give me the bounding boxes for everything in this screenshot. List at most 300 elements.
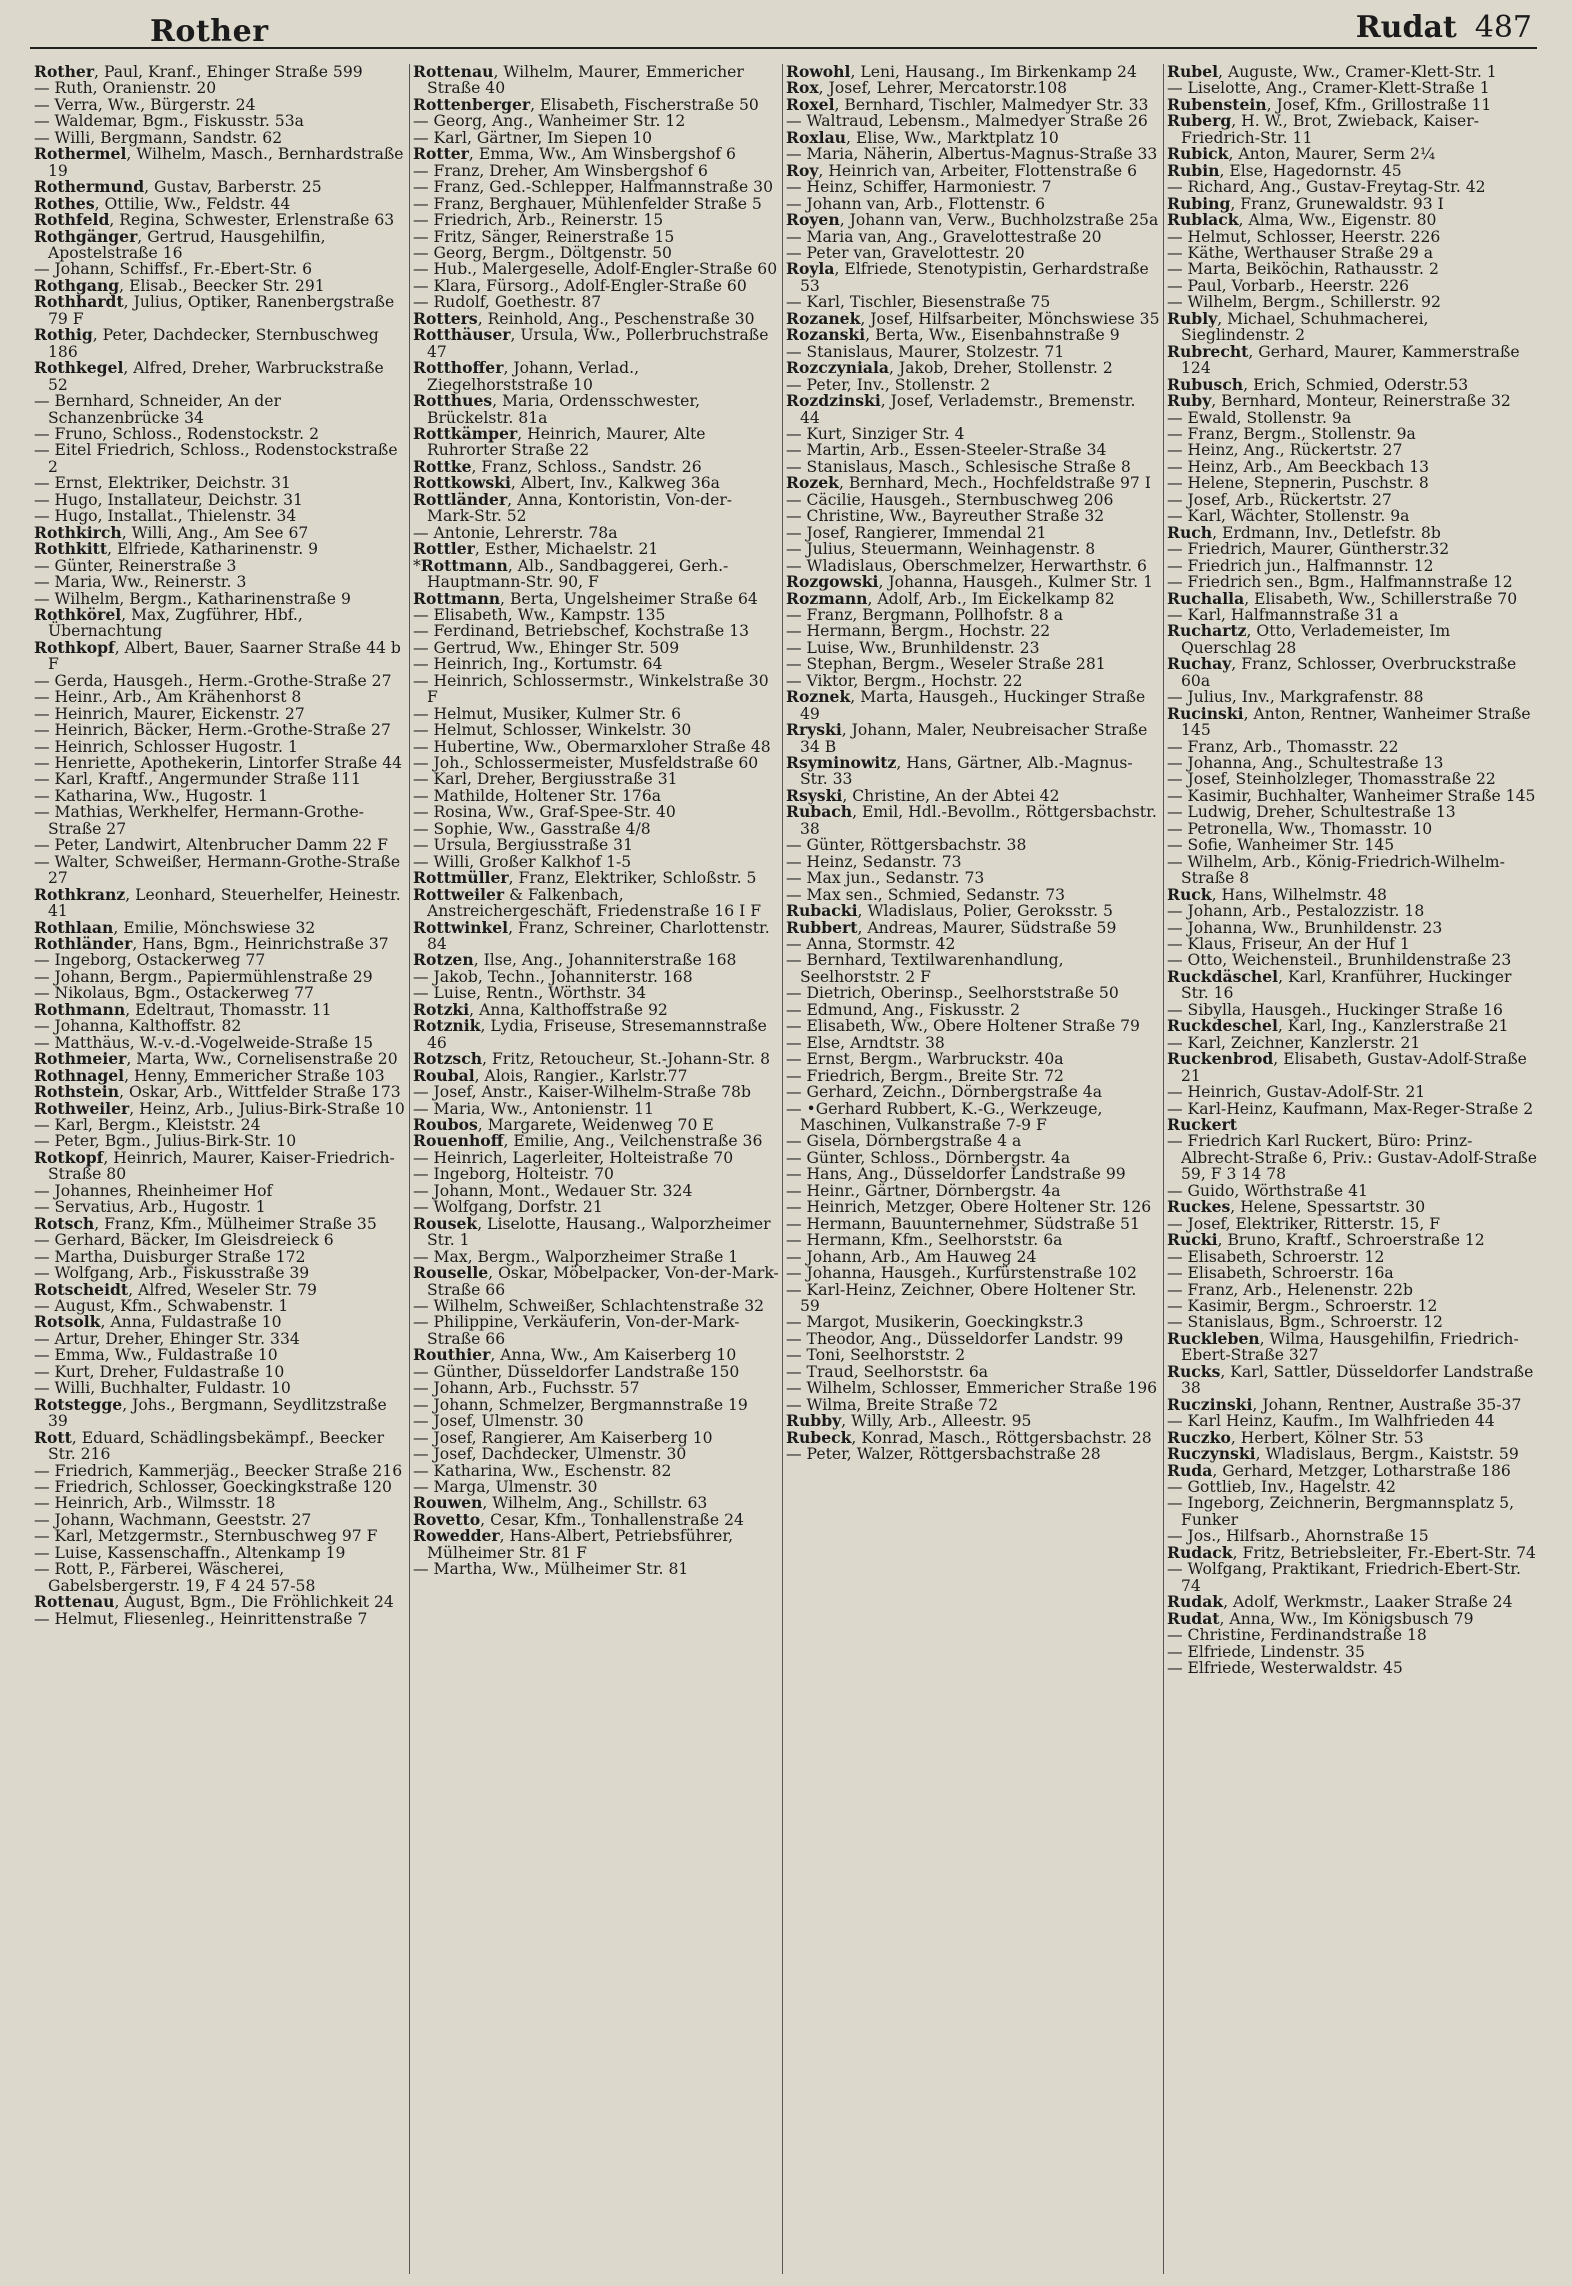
directory-entry: Rozanek, Josef, Hilfsarbeiter, Mönchswiese 35 <box>786 308 1160 328</box>
directory-entry: — Heinr., Gärtner, Dörnbergstr. 4a <box>786 1181 1061 1200</box>
entry-surname: Rott <box>34 1427 72 1447</box>
directory-entry: Rotkopf, Heinrich, Maurer, Kaiser-Friedrich-Straße 80 <box>34 1147 395 1184</box>
directory-entry: Ruck, Hans, Wilhelmstr. 48 <box>1167 884 1387 904</box>
directory-entry: Rubach, Emil, Hdl.-Bevollm., Röttgersbachstr. 38 <box>786 802 1157 838</box>
directory-entry: — Rosina, Ww., Graf-Spee-Str. 40 <box>413 803 676 822</box>
entry-surname: Ruck <box>1167 884 1212 904</box>
directory-entry: — Josef, Dachdecker, Ulmenstr. 30 <box>413 1445 687 1464</box>
entry-surname: Rubby <box>786 1411 842 1431</box>
directory-entry: — Fritz, Sänger, Reinerstraße 15 <box>413 227 675 246</box>
directory-entry: Rublack, Alma, Ww., Eigenstr. 80 <box>1167 210 1437 230</box>
directory-entry: Rottenau, August, Bgm., Die Fröhlichkeit 24 <box>34 1592 394 1612</box>
entry-surname: Rublack <box>1167 210 1239 230</box>
directory-entry: Rubeck, Konrad, Masch., Röttgersbachstr. 28 <box>786 1427 1152 1447</box>
directory-entry: Ruda, Gerhard, Metzger, Lotharstraße 186 <box>1167 1460 1511 1480</box>
directory-entry: — Helmut, Musiker, Kulmer Str. 6 <box>413 704 681 723</box>
entry-surname: Royla <box>786 259 835 279</box>
entry-surname: Ruchartz <box>1167 621 1247 641</box>
directory-entry: Ruczko, Herbert, Kölner Str. 53 <box>1167 1427 1424 1447</box>
directory-entry: — Willi, Buchhalter, Fuldastr. 10 <box>34 1379 291 1398</box>
entry-surname: Rothnagel <box>34 1065 125 1085</box>
directory-entry: — Karl, Wächter, Stollenstr. 9a <box>1167 507 1410 526</box>
directory-entry: — Wilhelm, Schlosser, Emmericher Straße 196 <box>786 1379 1158 1398</box>
directory-entry: — Friedrich, Maurer, Güntherstr.32 <box>1167 540 1450 559</box>
directory-entry: Rotzsch, Fritz, Retoucheur, St.-Johann-Str. 8 <box>413 1049 771 1069</box>
entry-surname: Rothstein <box>34 1082 120 1102</box>
entry-surname: Rozanski <box>786 325 866 345</box>
directory-entry: Rothlaan, Emilie, Mönchswiese 32 <box>34 917 316 937</box>
directory-entry: — Ruth, Oranienstr. 20 <box>34 79 217 98</box>
directory-entry: — Maria, Ww., Antonienstr. 11 <box>413 1099 654 1118</box>
directory-entry: Rottmann, Berta, Ungelsheimer Straße 64 <box>413 588 758 608</box>
directory-entry: — Rudolf, Goethestr. 87 <box>413 293 602 312</box>
directory-entry: Rother, Paul, Kranf., Ehinger Straße 599 <box>34 64 363 81</box>
directory-entry: Rott, Eduard, Schädlingsbekämpf., Beecker Str. 216 <box>34 1427 385 1464</box>
directory-entry: Rozdzinski, Josef, Verlademstr., Bremenstr. 44 <box>786 391 1136 427</box>
directory-entry: — Wilhelm, Arb., König-Friedrich-Wilhelm-Straße 8 <box>1167 852 1505 888</box>
entry-surname: Rovetto <box>413 1509 481 1529</box>
directory-entry: — Anna, Stormstr. 42 <box>786 935 956 954</box>
directory-entry: — Heinrich, Maurer, Eickenstr. 27 <box>34 704 305 723</box>
entry-surname: Ruberg <box>1167 111 1232 131</box>
entry-surname: Rudack <box>1167 1542 1233 1562</box>
directory-entry: Ruczinski, Johann, Rentner, Austraße 35-37 <box>1167 1394 1522 1414</box>
directory-entry: — Max, Bergm., Walporzheimer Straße 1 <box>413 1247 739 1266</box>
directory-entry: — Peter, Inv., Stollenstr. 2 <box>786 375 991 394</box>
directory-entry: — Stanislaus, Bgm., Schroerstr. 12 <box>1167 1313 1443 1332</box>
directory-entry: — Gerda, Hausgeh., Herm.-Grothe-Straße 27 <box>34 671 392 690</box>
directory-entry: Roy, Heinrich van, Arbeiter, Flottenstraße 6 <box>786 160 1138 180</box>
directory-entry: Rotters, Reinhold, Ang., Peschenstraße 30 <box>413 308 755 328</box>
directory-entry: — Richard, Ang., Gustav-Freytag-Str. 42 <box>1167 178 1486 197</box>
entry-surname: Rothkörel <box>34 604 122 624</box>
directory-entry: Rozczyniala, Jakob, Dreher, Stollenstr. 2 <box>786 358 1113 378</box>
directory-entry: — Wilma, Breite Straße 72 <box>786 1395 999 1414</box>
directory-entry: — Toni, Seelhorststr. 2 <box>786 1346 966 1365</box>
entry-surname: Rubenstein <box>1167 94 1267 114</box>
directory-entry: Rothermund, Gustav, Barberstr. 25 <box>34 177 322 197</box>
directory-entry: Rothfeld, Regina, Schwester, Erlenstraße 63 <box>34 210 395 230</box>
directory-entry: — Karl, Halfmannstraße 31 a <box>1167 605 1399 624</box>
directory-entry: — Nikolaus, Bgm., Ostackerweg 77 <box>34 984 314 1003</box>
entry-surname: Rottweiler <box>413 884 505 904</box>
entry-surname: Rothkegel <box>34 358 124 378</box>
entry-surname: Ruczinski <box>1167 1394 1253 1414</box>
directory-entry: — Theodor, Ang., Düsseldorfer Landstr. 99 <box>786 1329 1124 1348</box>
column-4 <box>1167 64 1540 2274</box>
directory-entry: — Heinrich, Metzger, Obere Holtener Str. 126 <box>786 1198 1152 1217</box>
directory-entry: — Karl, Gärtner, Im Siepen 10 <box>413 128 653 147</box>
directory-entry: Rottler, Esther, Michaelstr. 21 <box>413 539 659 559</box>
entry-surname: Routhier <box>413 1345 491 1365</box>
entry-surname: Rouselle <box>413 1263 489 1283</box>
directory-entry: — Wladislaus, Oberschmelzer, Herwarthstr. 6 <box>786 556 1147 575</box>
entry-surname: Ruby <box>1167 391 1212 411</box>
directory-entry: — Hans, Ang., Düsseldorfer Landstraße 99 <box>786 1165 1126 1184</box>
directory-entry: — Kurt, Dreher, Fuldastraße 10 <box>34 1362 285 1381</box>
directory-entry: — Hugo, Installateur, Deichstr. 31 <box>34 490 303 509</box>
directory-entry: Rozek, Bernhard, Mech., Hochfeldstraße 97 I <box>786 473 1151 493</box>
directory-entry: Ruckdeschel, Karl, Ing., Kanzlerstraße 21 <box>1167 1016 1509 1036</box>
directory-entry: — Karl, Tischler, Biesenstraße 75 <box>786 293 1051 312</box>
directory-entry: — Matthäus, W.-v.-d.-Vogelweide-Straße 15 <box>34 1033 374 1052</box>
entry-surname: Rothermel <box>34 144 127 164</box>
directory-entry: — Karl, Kraftf., Angermunder Straße 111 <box>34 770 361 789</box>
directory-entry: — Klaus, Friseur, An der Huf 1 <box>1167 935 1410 954</box>
directory-entry: — Josef, Ulmenstr. 30 <box>413 1412 584 1431</box>
directory-entry: — Ludwig, Dreher, Schultestraße 13 <box>1167 803 1456 822</box>
entry-surname: Ruckert <box>1167 1115 1237 1134</box>
directory-entry: — Franz, Arb., Helenenstr. 22b <box>1167 1280 1413 1299</box>
directory-entry: — Ernst, Elektriker, Deichstr. 31 <box>34 474 291 493</box>
entry-surname: Rottmüller <box>413 868 509 888</box>
directory-entry: — Johann, Wachmann, Geeststr. 27 <box>34 1510 312 1529</box>
entry-surname: Rothgänger <box>34 226 138 246</box>
entry-surname: Rucki <box>1167 1230 1218 1250</box>
directory-entry: — Franz, Dreher, Am Winsbergshof 6 <box>413 161 708 180</box>
directory-entry: Ruch, Erdmann, Inv., Detlefstr. 8b <box>1167 522 1441 542</box>
directory-entry: Rothländer, Hans, Bgm., Heinrichstraße 37 <box>34 934 389 954</box>
directory-entry: Rouwen, Wilhelm, Ang., Schillstr. 63 <box>413 1493 708 1513</box>
entry-surname: Rothmann <box>34 999 126 1019</box>
directory-entry: — Franz, Berghauer, Mühlenfelder Straße 5 <box>413 194 762 213</box>
directory-entry: — Waltraud, Lebensm., Malmedyer Straße 26 <box>786 112 1148 131</box>
directory-entry: — Katharina, Ww., Hugostr. 1 <box>34 786 269 805</box>
directory-entry: — Else, Arndtstr. 38 <box>786 1033 945 1052</box>
directory-entry: Roubos, Margarete, Weidenweg 70 E <box>413 1115 714 1134</box>
directory-entry: — Elfriede, Lindenstr. 35 <box>1167 1642 1365 1661</box>
header-last-name-and-page <box>1356 10 1532 45</box>
directory-entry: — Willi, Bergmann, Sandstr. 62 <box>34 128 283 147</box>
directory-entry: Rottkämper, Heinrich, Maurer, Alte Ruhrorter Straße 22 <box>413 423 706 460</box>
directory-entry: Rottweiler & Falkenbach, Anstreichergeschäft, Friedenstraße 16 I F <box>413 884 762 921</box>
directory-entry: — Elisabeth, Ww., Kampstr. 135 <box>413 605 666 624</box>
entry-surname: Rousek <box>413 1213 478 1233</box>
directory-entry: — Wilhelm, Bergm., Schillerstr. 92 <box>1167 293 1441 312</box>
directory-entry: Ruchartz, Otto, Verlademeister, Im Querschlag 28 <box>1167 621 1451 657</box>
directory-entry: — Franz, Arb., Thomasstr. 22 <box>1167 737 1399 756</box>
directory-entry: — Luise, Rentn., Wörthstr. 34 <box>413 984 647 1003</box>
directory-entry: — Helene, Stepnerin, Puschstr. 8 <box>1167 474 1429 493</box>
directory-entry: — Stanislaus, Maurer, Stolzestr. 71 <box>786 342 1065 361</box>
directory-entry: — Heinz, Schiffer, Harmoniestr. 7 <box>786 178 1052 197</box>
directory-entry <box>1167 1117 1540 1133</box>
directory-entry: Roxel, Bernhard, Tischler, Malmedyer Str. 33 <box>786 94 1149 114</box>
directory-entry: — Heinz, Ang., Rückertstr. 27 <box>1167 441 1403 460</box>
directory-entry: — Georg, Ang., Wanheimer Str. 12 <box>413 112 686 131</box>
directory-entry: — Luise, Kassenschaffn., Altenkamp 19 <box>34 1543 346 1562</box>
directory-entry: Rotthäuser, Ursula, Ww., Pollerbruchstraße 47 <box>413 325 769 361</box>
directory-entry: Rottkowski, Albert, Inv., Kalkweg 36a <box>413 473 720 493</box>
directory-entry: — Edmund, Ang., Fiskusstr. 2 <box>786 1000 1020 1019</box>
directory-entry: — Friedrich jun., Halfmannstr. 12 <box>1167 556 1434 575</box>
directory-entry: — •Gerhard Rubbert, K.-G., Werkzeuge, Maschinen, Vulkanstraße 7-9 F <box>786 1099 1103 1134</box>
directory-entry: — Otto, Weichensteil., Brunhildenstraße 23 <box>1167 951 1512 970</box>
directory-entry: Rottmüller, Franz, Elektriker, Schloßstr. 5 <box>413 868 757 888</box>
directory-entry: Rucinski, Anton, Rentner, Wanheimer Straße 145 <box>1167 703 1531 740</box>
entry-surname: Rothkitt <box>34 539 108 559</box>
directory-entry: — Ernst, Bergm., Warbruckstr. 40a <box>786 1050 1064 1069</box>
directory-entry: Rottke, Franz, Schloss., Sandstr. 26 <box>413 456 702 476</box>
directory-entry: — Heinrich, Schlosser Hugostr. 1 <box>34 737 298 756</box>
entry-surname: Rubly <box>1167 308 1218 328</box>
entry-surname: Rothfeld <box>34 210 110 230</box>
directory-entry: Rudat, Anna, Ww., Im Königsbusch 79 <box>1167 1608 1474 1628</box>
entry-surname: Rottmann <box>420 555 508 575</box>
directory-entry: Rsyski, Christine, An der Abtei 42 <box>786 785 1060 805</box>
directory-entry: — Günter, Röttgersbachstr. 38 <box>786 836 1027 855</box>
directory-entry: — Gertrud, Ww., Ehinger Str. 509 <box>413 638 680 657</box>
directory-entry: — Margot, Musikerin, Goeckingkstr.3 <box>786 1313 1084 1332</box>
directory-entry: — Traud, Seelhorststr. 6a <box>786 1362 989 1381</box>
entry-surname: Roubal <box>413 1065 475 1085</box>
directory-entry: — Günter, Reinerstraße 3 <box>34 556 237 575</box>
directory-entry: — Bernhard, Textilwarenhandlung, Seelhorststr. 2 F <box>786 951 1064 986</box>
directory-entry: — Mathilde, Holtener Str. 176a <box>413 786 662 805</box>
directory-entry: Rothkranz, Leonhard, Steuerhelfer, Heinestr. 41 <box>34 884 401 921</box>
entry-surname: Rotzen <box>413 950 474 970</box>
directory-entry: Ruchalla, Elisabeth, Ww., Schillerstraße 70 <box>1167 588 1518 608</box>
directory-entry: — Friedrich, Schlosser, Goeckingkstraße 120 <box>34 1477 392 1496</box>
directory-entry: — Heinr., Arb., Am Krähenhorst 8 <box>34 688 302 707</box>
directory-entry: — Peter, Walzer, Röttgersbachstraße 28 <box>786 1445 1101 1464</box>
directory-entry: Rottländer, Anna, Kontoristin, Von-der-Mark-Str. 52 <box>413 489 733 526</box>
directory-entry: Roubal, Alois, Rangier., Karlstr.77 <box>413 1065 688 1085</box>
header-first-name: Rother <box>150 14 269 49</box>
directory-entry: — Günther, Düsseldorfer Landstraße 150 <box>413 1362 740 1381</box>
entry-surname: Roubos <box>413 1115 478 1134</box>
directory-entry: — Karl-Heinz, Kaufmann, Max-Reger-Straße 2 <box>1167 1099 1534 1118</box>
directory-entry: — Wilhelm, Bergm., Katharinenstraße 9 <box>34 589 351 608</box>
directory-entry: — Hugo, Installat., Thielenstr. 34 <box>34 507 297 526</box>
entry-surname: Rotsolk <box>34 1312 101 1332</box>
entry-surname: Ruda <box>1167 1460 1213 1480</box>
directory-entry: — Jos., Hilfsarb., Ahornstraße 15 <box>1167 1527 1429 1546</box>
directory-entry: Rothmann, Edeltraut, Thomasstr. 11 <box>34 999 332 1019</box>
entry-surname: Roxel <box>786 94 835 114</box>
entry-surname: Ruczko <box>1167 1427 1231 1447</box>
directory-entry: — Verra, Ww., Bürgerstr. 24 <box>34 95 256 114</box>
directory-entry: — Antonie, Lehrerstr. 78a <box>413 523 618 542</box>
directory-entry: — Maria, Näherin, Albertus-Magnus-Straße 33 <box>786 145 1158 164</box>
directory-entry: — Heinz, Arb., Am Beeckbach 13 <box>1167 457 1430 476</box>
entry-surname: Ruckleben <box>1167 1328 1260 1348</box>
directory-entry: Rryski, Johann, Maler, Neubreisacher Straße 34 B <box>786 720 1148 756</box>
directory-entry: — Liselotte, Ang., Cramer-Klett-Straße 1 <box>1167 79 1490 98</box>
entry-surname: Rsyski <box>786 785 843 805</box>
directory-entry: — Käthe, Werthauser Straße 29 a <box>1167 243 1434 262</box>
directory-entry: — Klara, Fürsorg., Adolf-Engler-Straße 60 <box>413 276 747 295</box>
directory-entry: — Ferdinand, Betriebschef, Kochstraße 13 <box>413 622 750 641</box>
directory-entry: — Cäcilie, Hausgeh., Sternbuschweg 206 <box>786 490 1114 509</box>
directory-entry: — Johanna, Ww., Brunhildenstr. 23 <box>1167 918 1443 937</box>
directory-entry: — Bernhard, Schneider, An der Schanzenbrücke 34 <box>34 392 281 427</box>
directory-entry: Rothkopf, Albert, Bauer, Saarner Straße 44 b F <box>34 637 401 674</box>
entry-surname: Roy <box>786 160 819 180</box>
entry-surname: Ruckenbrod <box>1167 1049 1274 1069</box>
columns <box>34 64 1540 2274</box>
directory-entry: — Karl-Heinz, Zeichner, Obere Holtener Str. 59 <box>786 1280 1137 1315</box>
directory-entry: — Johann, Schmelzer, Bergmannstraße 19 <box>413 1395 748 1414</box>
entry-surname: Roxlau <box>786 127 847 147</box>
directory-entry: Royen, Johann van, Verw., Buchholzstraße 25a <box>786 210 1159 230</box>
directory-entry: Rsyminowitz, Hans, Gärtner, Alb.-Magnus-Str. 33 <box>786 753 1133 789</box>
directory-entry: Rowedder, Hans-Albert, Petriebsführer, Mülheimer Str. 81 F <box>413 1526 734 1562</box>
entry-surname: Rothermund <box>34 177 145 197</box>
directory-entry: Rubrecht, Gerhard, Maurer, Kammerstraße 124 <box>1167 341 1520 378</box>
entry-surname: Rottwinkel <box>413 917 509 937</box>
directory-entry: — Hubertine, Ww., Obermarxloher Straße 48 <box>413 737 771 756</box>
entry-surname: Rox <box>786 78 819 98</box>
directory-entry: Rozmann, Adolf, Arb., Im Eickelkamp 82 <box>786 588 1115 608</box>
directory-entry: — Johann, Mont., Wedauer Str. 324 <box>413 1181 693 1200</box>
entry-surname: Roznek <box>786 687 851 707</box>
directory-entry: Ruczynski, Wladislaus, Bergm., Kaiststr. 59 <box>1167 1444 1519 1464</box>
entry-surname: Rothkranz <box>34 884 126 904</box>
directory-entry: — Wilhelm, Schweißer, Schlachtenstraße 32 <box>413 1296 765 1315</box>
directory-entry: — Viktor, Bergm., Hochstr. 22 <box>786 671 1023 690</box>
entry-surname: Rotsch <box>34 1213 95 1233</box>
directory-entry: Rothkitt, Elfriede, Katharinenstr. 9 <box>34 539 319 559</box>
directory-entry: — Georg, Bergm., Döltgenstr. 50 <box>413 243 672 262</box>
column-divider <box>409 64 410 2274</box>
entry-surname: Rotznik <box>413 1016 481 1036</box>
directory-entry: — Karl Heinz, Kaufm., Im Walhfrieden 44 <box>1167 1412 1495 1431</box>
entry-surname: Rothkopf <box>34 637 115 657</box>
directory-entry: — Henriette, Apothekerin, Lintorfer Straße 44 <box>34 754 403 773</box>
entry-surname: Rotzki <box>413 999 470 1019</box>
entry-surname: Rottler <box>413 539 475 559</box>
entry-surname: Rowohl <box>786 64 851 81</box>
directory-entry: — Max sen., Schmied, Sedanstr. 73 <box>786 885 1066 904</box>
entry-surname: Rubusch <box>1167 374 1244 394</box>
entry-surname: Rottenau <box>34 1592 115 1612</box>
directory-entry: — Johanna, Kalthoffstr. 82 <box>34 1017 242 1036</box>
directory-entry: — Sofie, Wanheimer Str. 145 <box>1167 836 1395 855</box>
directory-entry: Rubick, Anton, Maurer, Serm 2¼ <box>1167 144 1436 164</box>
entry-surname: Ruchalla <box>1167 588 1245 608</box>
entry-surname: Rozanek <box>786 308 861 328</box>
header-rule <box>30 47 1537 49</box>
directory-entry: — Philippine, Verkäuferin, Von-der-Mark-Straße 66 <box>413 1313 740 1348</box>
directory-entry: Rothig, Peter, Dachdecker, Sternbuschweg 186 <box>34 325 379 361</box>
directory-entry: — Walter, Schweißer, Hermann-Grothe-Straße 27 <box>34 852 401 888</box>
directory-entry: — Josef, Elektriker, Ritterstr. 15, F <box>1167 1214 1441 1233</box>
directory-entry: Rotthues, Maria, Ordensschwester, Brückelstr. 81a <box>413 391 701 427</box>
directory-entry: — Friedrich, Arb., Reinerstr. 15 <box>413 211 664 230</box>
directory-entry: — Karl, Zeichner, Kanzlerstr. 21 <box>1167 1033 1421 1052</box>
directory-entry: — Helmut, Schlosser, Winkelstr. 30 <box>413 721 692 740</box>
entry-surname: Rubacki <box>786 901 858 921</box>
directory-entry: Rubacki, Wladislaus, Polier, Geroksstr. 5 <box>786 901 1113 921</box>
entry-surname: Rubbert <box>786 917 858 937</box>
directory-entry: — Kasimir, Bergm., Schroerstr. 12 <box>1167 1296 1438 1315</box>
directory-entry: — Johann, Arb., Fuchsstr. 57 <box>413 1379 640 1398</box>
directory-entry: Routhier, Anna, Ww., Am Kaiserberg 10 <box>413 1345 737 1365</box>
entry-surname: Rouwen <box>413 1493 483 1513</box>
directory-entry: Rotter, Emma, Ww., Am Winsbergshof 6 <box>413 144 736 164</box>
entry-surname: Rothweiler <box>34 1098 130 1118</box>
directory-entry: — Jakob, Techn., Johanniterstr. 168 <box>413 967 693 986</box>
directory-entry: Rotzen, Ilse, Ang., Johanniterstraße 168 <box>413 950 737 970</box>
directory-entry: Rothweiler, Heinz, Arb., Julius-Birk-Straße 10 <box>34 1098 405 1118</box>
directory-entry: — Heinrich, Lagerleiter, Holteistraße 70 <box>413 1148 734 1167</box>
directory-entry: Rottenau, Wilhelm, Maurer, Emmericher Straße 40 <box>413 64 744 98</box>
directory-entry: — Willi, Großer Kalkhof 1-5 <box>413 852 632 871</box>
entry-surname: Rozmann <box>786 588 868 608</box>
entry-surname: Rottländer <box>413 489 508 509</box>
entry-surname: Rothes <box>34 193 95 213</box>
entry-surname: Rozczyniala <box>786 358 890 378</box>
directory-entry: Ruchay, Franz, Schlosser, Overbruckstraße 60a <box>1167 654 1517 690</box>
directory-entry: — Christine, Ww., Bayreuther Straße 32 <box>786 507 1105 526</box>
directory-entry: — Sibylla, Hausgeh., Huckinger Straße 16 <box>1167 1000 1503 1019</box>
directory-entry: — Hermann, Bauunternehmer, Südstraße 51 <box>786 1214 1140 1233</box>
entry-surname: Rothländer <box>34 934 133 954</box>
directory-entry: — Gottlieb, Inv., Hagelstr. 42 <box>1167 1477 1396 1496</box>
directory-entry: — Josef, Anstr., Kaiser-Wilhelm-Straße 78b <box>413 1083 751 1102</box>
directory-entry: Rotsch, Franz, Kfm., Mülheimer Straße 35 <box>34 1213 377 1233</box>
directory-entry: — Julius, Inv., Markgrafenstr. 88 <box>1167 688 1424 707</box>
directory-entry: — Josef, Arb., Rückertstr. 27 <box>1167 490 1392 509</box>
directory-entry: — Christine, Ferdinandstraße 18 <box>1167 1626 1427 1645</box>
entry-surname: Rothkirch <box>34 522 122 542</box>
entry-surname: Rubick <box>1167 144 1229 164</box>
directory-entry: Rottwinkel, Franz, Schreiner, Charlottenstr. 84 <box>413 917 770 954</box>
directory-entry: — Karl, Dreher, Bergiusstraße 31 <box>413 770 678 789</box>
directory-entry: — Katharina, Ww., Eschenstr. 82 <box>413 1461 672 1480</box>
directory-entry: — Elisabeth, Ww., Obere Holtener Straße 79 <box>786 1017 1140 1036</box>
directory-entry: Roxlau, Elise, Ww., Marktplatz 10 <box>786 127 1059 147</box>
entry-surname: Rother <box>34 64 95 81</box>
directory-entry: — Hub., Malergeselle, Adolf-Engler-Straße 60 <box>413 260 778 279</box>
directory-entry: — Sophie, Ww., Gasstraße 4/8 <box>413 819 651 838</box>
directory-entry: — Peter van, Gravelottestr. 20 <box>786 243 1025 262</box>
entry-surname: Rothlaan <box>34 917 114 937</box>
directory-entry: — Kasimir, Buchhalter, Wanheimer Straße 145 <box>1167 786 1536 805</box>
directory-entry: Ruckleben, Wilma, Hausgehilfin, Friedrich-Ebert-Straße 327 <box>1167 1328 1519 1365</box>
directory-entry: Rubenstein, Josef, Kfm., Grillostraße 11 <box>1167 94 1492 114</box>
entry-surname: Rotters <box>413 308 478 328</box>
entry-surname: Rotstegge <box>34 1394 123 1414</box>
directory-entry: — Karl, Metzgermstr., Sternbuschweg 97 F <box>34 1527 378 1546</box>
directory-entry: — Gerhard, Bäcker, Im Gleisdreieck 6 <box>34 1231 334 1250</box>
directory-entry: — Peter, Bgm., Julius-Birk-Str. 10 <box>34 1132 297 1151</box>
directory-entry: Rotznik, Lydia, Friseuse, Stresemannstraße 46 <box>413 1016 767 1052</box>
directory-entry: — Martha, Duisburger Straße 172 <box>34 1247 306 1266</box>
directory-entry: Roznek, Marta, Hausgeh., Huckinger Straße 49 <box>786 687 1146 723</box>
directory-entry: — Gisela, Dörnbergstraße 4 a <box>786 1132 1022 1151</box>
directory-entry: — Franz, Ged.-Schlepper, Halfmannstraße 30 <box>413 178 773 197</box>
directory-entry: — Josef, Steinholzleger, Thomasstraße 22 <box>1167 770 1496 789</box>
directory-entry: — Artur, Dreher, Ehinger Str. 334 <box>34 1329 300 1348</box>
column-3 <box>786 64 1160 2274</box>
entry-surname: Rottkowski <box>413 473 511 493</box>
directory-entry: Rovetto, Cesar, Kfm., Tonhallenstraße 24 <box>413 1509 744 1529</box>
directory-entry: — Johanna, Ang., Schultestraße 13 <box>1167 754 1444 773</box>
directory-entry: — Petronella, Ww., Thomasstr. 10 <box>1167 819 1433 838</box>
directory-entry: — Stephan, Bergm., Weseler Straße 281 <box>786 655 1106 674</box>
directory-entry: Ruckenbrod, Elisabeth, Gustav-Adolf-Straße 21 <box>1167 1049 1527 1085</box>
directory-entry: — Martha, Ww., Mülheimer Str. 81 <box>413 1560 689 1579</box>
directory-entry: Rowohl, Leni, Hausang., Im Birkenkamp 24 <box>786 64 1137 81</box>
directory-entry: Rubly, Michael, Schuhmacherei, Sieglindenstr. 2 <box>1167 308 1429 345</box>
entry-surname: Rucks <box>1167 1361 1221 1381</box>
directory-entry: — Maria, Ww., Reinerstr. 3 <box>34 573 247 592</box>
entry-surname: Rothgang <box>34 275 120 295</box>
directory-entry: — Maria van, Ang., Gravelottestraße 20 <box>786 227 1102 246</box>
entry-surname: Rucinski <box>1167 703 1244 723</box>
